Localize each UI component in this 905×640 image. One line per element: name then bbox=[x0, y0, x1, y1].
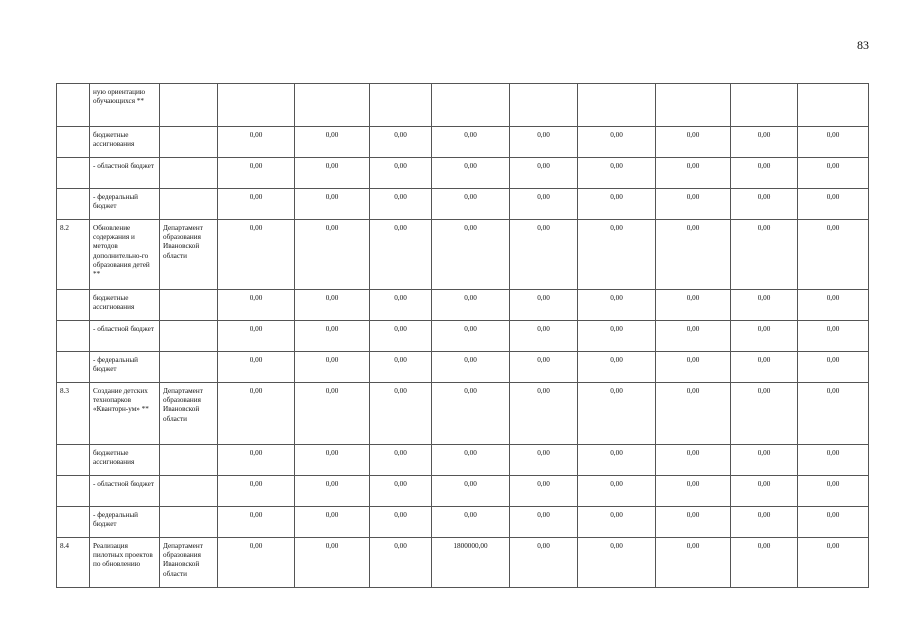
value-cell: 0,00 bbox=[510, 321, 578, 352]
value-cell: 0,00 bbox=[731, 538, 798, 588]
value-cell bbox=[578, 84, 656, 127]
item-name-cell: - федеральный бюджет bbox=[90, 507, 160, 538]
value-cell: 0,00 bbox=[656, 352, 731, 383]
value-cell: 0,00 bbox=[510, 220, 578, 290]
value-cell: 0,00 bbox=[798, 538, 869, 588]
value-cell bbox=[218, 84, 295, 127]
value-cell: 0,00 bbox=[218, 445, 295, 476]
value-cell bbox=[432, 84, 510, 127]
value-cell: 0,00 bbox=[578, 189, 656, 220]
value-cell: 0,00 bbox=[295, 476, 370, 507]
value-cell: 0,00 bbox=[432, 321, 510, 352]
value-cell: 0,00 bbox=[218, 127, 295, 158]
value-cell: 0,00 bbox=[798, 158, 869, 189]
value-cell: 0,00 bbox=[218, 507, 295, 538]
table-row bbox=[57, 220, 869, 290]
item-name-cell: Создание детских технопарков «Кванторн-ум» ** bbox=[90, 383, 160, 445]
executor-cell: Департамент образования Ивановской области bbox=[160, 383, 218, 445]
value-cell: 0,00 bbox=[370, 189, 432, 220]
row-number-cell bbox=[57, 189, 90, 220]
value-cell: 0,00 bbox=[510, 290, 578, 321]
row-number-cell bbox=[57, 290, 90, 321]
value-cell: 0,00 bbox=[731, 321, 798, 352]
value-cell: 0,00 bbox=[295, 220, 370, 290]
value-cell: 0,00 bbox=[370, 127, 432, 158]
value-cell: 0,00 bbox=[578, 321, 656, 352]
value-cell: 0,00 bbox=[798, 445, 869, 476]
table-row bbox=[57, 476, 869, 507]
executor-cell: Департамент образования Ивановской области bbox=[160, 538, 218, 588]
budget-table-body bbox=[57, 84, 869, 588]
table-row bbox=[57, 383, 869, 445]
value-cell: 0,00 bbox=[731, 352, 798, 383]
table-row bbox=[57, 189, 869, 220]
value-cell: 0,00 bbox=[656, 321, 731, 352]
value-cell: 0,00 bbox=[656, 220, 731, 290]
executor-cell: Департамент образования Ивановской области bbox=[160, 220, 218, 290]
table-row bbox=[57, 84, 869, 127]
value-cell: 0,00 bbox=[578, 220, 656, 290]
value-cell: 0,00 bbox=[370, 290, 432, 321]
row-number-cell bbox=[57, 445, 90, 476]
item-name-cell: - областной бюджет bbox=[90, 476, 160, 507]
value-cell: 0,00 bbox=[578, 127, 656, 158]
value-cell: 0,00 bbox=[731, 158, 798, 189]
value-cell: 0,00 bbox=[510, 507, 578, 538]
item-name-cell: - федеральный бюджет bbox=[90, 189, 160, 220]
executor-cell bbox=[160, 321, 218, 352]
value-cell: 0,00 bbox=[731, 220, 798, 290]
value-cell: 0,00 bbox=[798, 321, 869, 352]
value-cell: 0,00 bbox=[432, 507, 510, 538]
value-cell: 0,00 bbox=[798, 507, 869, 538]
value-cell: 0,00 bbox=[432, 352, 510, 383]
value-cell: 0,00 bbox=[656, 290, 731, 321]
value-cell: 0,00 bbox=[370, 445, 432, 476]
value-cell: 0,00 bbox=[295, 158, 370, 189]
value-cell: 0,00 bbox=[295, 538, 370, 588]
value-cell: 0,00 bbox=[578, 476, 656, 507]
item-name-cell: - федеральный бюджет bbox=[90, 352, 160, 383]
value-cell: 0,00 bbox=[510, 538, 578, 588]
table-row bbox=[57, 158, 869, 189]
value-cell: 0,00 bbox=[731, 290, 798, 321]
value-cell: 0,00 bbox=[656, 445, 731, 476]
value-cell: 0,00 bbox=[295, 189, 370, 220]
value-cell: 0,00 bbox=[295, 352, 370, 383]
row-number-cell bbox=[57, 84, 90, 127]
value-cell: 0,00 bbox=[370, 321, 432, 352]
value-cell: 0,00 bbox=[578, 445, 656, 476]
value-cell: 0,00 bbox=[432, 445, 510, 476]
value-cell: 0,00 bbox=[510, 476, 578, 507]
table-row bbox=[57, 290, 869, 321]
value-cell: 0,00 bbox=[578, 383, 656, 445]
value-cell: 0,00 bbox=[370, 507, 432, 538]
value-cell: 0,00 bbox=[218, 158, 295, 189]
item-name-cell: бюджетные ассигнования bbox=[90, 290, 160, 321]
executor-cell bbox=[160, 127, 218, 158]
value-cell: 0,00 bbox=[432, 158, 510, 189]
row-number-cell bbox=[57, 507, 90, 538]
value-cell: 0,00 bbox=[510, 352, 578, 383]
value-cell: 0,00 bbox=[432, 189, 510, 220]
value-cell bbox=[798, 84, 869, 127]
row-number-cell bbox=[57, 476, 90, 507]
executor-cell bbox=[160, 352, 218, 383]
value-cell: 0,00 bbox=[798, 383, 869, 445]
row-number-cell: 8.4 bbox=[57, 538, 90, 588]
value-cell: 0,00 bbox=[731, 476, 798, 507]
value-cell: 0,00 bbox=[218, 220, 295, 290]
value-cell: 0,00 bbox=[798, 352, 869, 383]
value-cell: 0,00 bbox=[578, 352, 656, 383]
value-cell: 0,00 bbox=[798, 189, 869, 220]
value-cell: 0,00 bbox=[432, 220, 510, 290]
row-number-cell bbox=[57, 352, 90, 383]
value-cell bbox=[656, 84, 731, 127]
budget-table-container bbox=[56, 83, 869, 588]
value-cell: 1800000,00 bbox=[432, 538, 510, 588]
value-cell: 0,00 bbox=[218, 538, 295, 588]
value-cell: 0,00 bbox=[432, 290, 510, 321]
value-cell: 0,00 bbox=[295, 321, 370, 352]
row-number-cell bbox=[57, 158, 90, 189]
value-cell: 0,00 bbox=[218, 189, 295, 220]
value-cell: 0,00 bbox=[370, 220, 432, 290]
value-cell: 0,00 bbox=[295, 290, 370, 321]
value-cell: 0,00 bbox=[370, 158, 432, 189]
value-cell: 0,00 bbox=[731, 445, 798, 476]
page-number: 83 bbox=[857, 38, 869, 52]
value-cell: 0,00 bbox=[731, 189, 798, 220]
value-cell: 0,00 bbox=[798, 127, 869, 158]
value-cell bbox=[731, 84, 798, 127]
table-row bbox=[57, 538, 869, 588]
value-cell: 0,00 bbox=[578, 538, 656, 588]
value-cell bbox=[510, 84, 578, 127]
table-row bbox=[57, 127, 869, 158]
value-cell: 0,00 bbox=[798, 290, 869, 321]
table-row bbox=[57, 507, 869, 538]
executor-cell bbox=[160, 84, 218, 127]
value-cell: 0,00 bbox=[218, 290, 295, 321]
value-cell: 0,00 bbox=[510, 383, 578, 445]
value-cell: 0,00 bbox=[731, 127, 798, 158]
executor-cell bbox=[160, 507, 218, 538]
item-name-cell: - областной бюджет bbox=[90, 321, 160, 352]
row-number-cell: 8.2 bbox=[57, 220, 90, 290]
item-name-cell: Реализация пилотных проектов по обновлению bbox=[90, 538, 160, 588]
row-number-cell: 8.3 bbox=[57, 383, 90, 445]
value-cell: 0,00 bbox=[510, 127, 578, 158]
value-cell: 0,00 bbox=[432, 383, 510, 445]
value-cell: 0,00 bbox=[656, 476, 731, 507]
value-cell: 0,00 bbox=[656, 158, 731, 189]
value-cell: 0,00 bbox=[656, 189, 731, 220]
value-cell: 0,00 bbox=[370, 352, 432, 383]
row-number-cell bbox=[57, 127, 90, 158]
table-row bbox=[57, 352, 869, 383]
item-name-cell: ную ориентацию обучающихся ** bbox=[90, 84, 160, 127]
table-row bbox=[57, 445, 869, 476]
value-cell: 0,00 bbox=[370, 476, 432, 507]
value-cell: 0,00 bbox=[798, 476, 869, 507]
value-cell: 0,00 bbox=[295, 383, 370, 445]
executor-cell bbox=[160, 158, 218, 189]
value-cell: 0,00 bbox=[656, 507, 731, 538]
budget-table bbox=[56, 83, 869, 588]
value-cell: 0,00 bbox=[218, 352, 295, 383]
value-cell: 0,00 bbox=[656, 383, 731, 445]
row-number-cell bbox=[57, 321, 90, 352]
value-cell: 0,00 bbox=[218, 383, 295, 445]
value-cell bbox=[370, 84, 432, 127]
value-cell: 0,00 bbox=[510, 158, 578, 189]
executor-cell bbox=[160, 290, 218, 321]
value-cell bbox=[295, 84, 370, 127]
item-name-cell: - областной бюджет bbox=[90, 158, 160, 189]
value-cell: 0,00 bbox=[510, 189, 578, 220]
executor-cell bbox=[160, 445, 218, 476]
item-name-cell: Обновление содержания и методов дополнительно-го образования детей ** bbox=[90, 220, 160, 290]
value-cell: 0,00 bbox=[295, 507, 370, 538]
value-cell: 0,00 bbox=[432, 127, 510, 158]
executor-cell bbox=[160, 189, 218, 220]
value-cell: 0,00 bbox=[218, 321, 295, 352]
value-cell: 0,00 bbox=[798, 220, 869, 290]
value-cell: 0,00 bbox=[370, 538, 432, 588]
value-cell: 0,00 bbox=[295, 127, 370, 158]
table-row bbox=[57, 321, 869, 352]
value-cell: 0,00 bbox=[578, 290, 656, 321]
item-name-cell: бюджетные ассигнования bbox=[90, 445, 160, 476]
value-cell: 0,00 bbox=[731, 383, 798, 445]
value-cell: 0,00 bbox=[656, 538, 731, 588]
item-name-cell: бюджетные ассигнования bbox=[90, 127, 160, 158]
value-cell: 0,00 bbox=[731, 507, 798, 538]
value-cell: 0,00 bbox=[510, 445, 578, 476]
value-cell: 0,00 bbox=[578, 158, 656, 189]
value-cell: 0,00 bbox=[370, 383, 432, 445]
value-cell: 0,00 bbox=[578, 507, 656, 538]
value-cell: 0,00 bbox=[432, 476, 510, 507]
value-cell: 0,00 bbox=[295, 445, 370, 476]
executor-cell bbox=[160, 476, 218, 507]
value-cell: 0,00 bbox=[218, 476, 295, 507]
value-cell: 0,00 bbox=[656, 127, 731, 158]
